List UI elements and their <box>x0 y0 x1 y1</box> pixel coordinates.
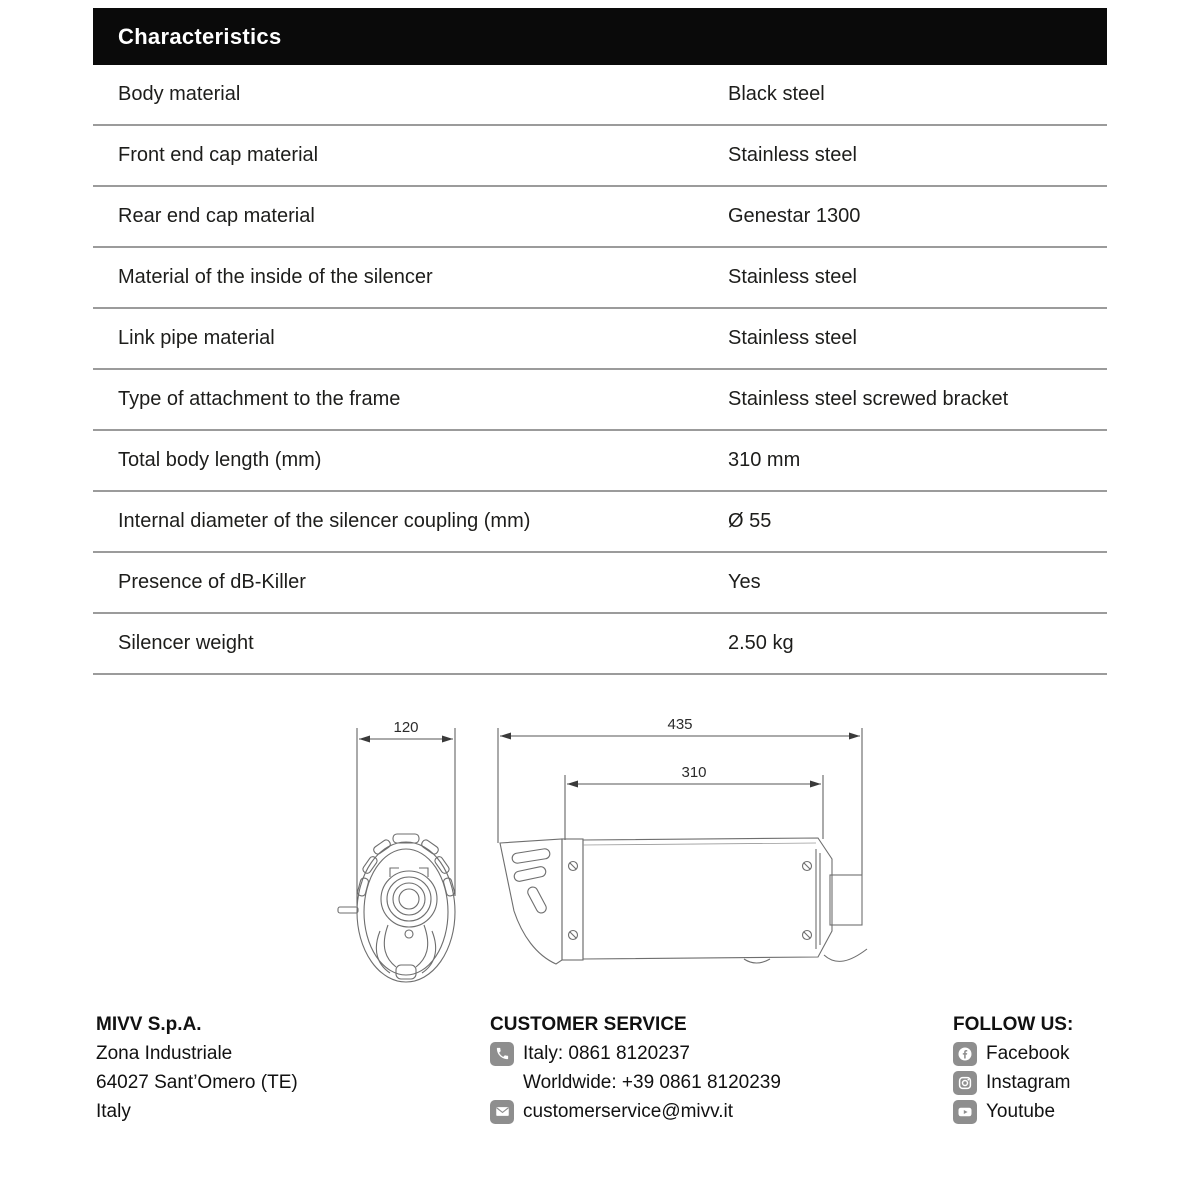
table-row <box>93 187 1107 248</box>
spec-value: Stainless steel <box>728 266 857 288</box>
company-address-line: Zona Industriale <box>96 1042 233 1064</box>
table-row <box>93 370 1107 431</box>
spec-label: Total body length (mm) <box>118 449 322 471</box>
spec-label: Body material <box>118 83 241 105</box>
company-name: MIVV S.p.A. <box>96 1013 202 1035</box>
company-address-line: Italy <box>96 1100 131 1122</box>
dimension-front-width-label: 120 <box>393 719 419 736</box>
customer-service <box>490 1010 781 1126</box>
spec-value: Black steel <box>728 83 825 105</box>
facebook-icon <box>953 1042 977 1066</box>
phone-italy-row <box>490 1039 781 1068</box>
table-row <box>93 248 1107 309</box>
table-row <box>93 553 1107 614</box>
instagram-label: Instagram <box>986 1071 1071 1093</box>
spec-value: Yes <box>728 571 761 593</box>
spec-value: 2.50 kg <box>728 632 794 654</box>
phone-worldwide: Worldwide: +39 0861 8120239 <box>523 1071 781 1093</box>
spec-sheet <box>93 8 1107 675</box>
email-icon <box>490 1100 514 1124</box>
phone-worldwide-row <box>490 1068 781 1097</box>
company-address-line: 64027 Sant’Omero (TE) <box>96 1071 298 1093</box>
spec-value: Stainless steel <box>728 327 857 349</box>
characteristics-header <box>93 8 1107 65</box>
instagram-icon <box>953 1071 977 1095</box>
technical-drawing <box>330 703 890 1003</box>
spec-value: 310 mm <box>728 449 801 471</box>
phone-icon <box>490 1042 514 1066</box>
dimension-front-width <box>357 728 455 906</box>
email-address[interactable]: customerservice@mivv.it <box>523 1100 734 1122</box>
table-row <box>93 65 1107 126</box>
characteristics-title: Characteristics <box>118 23 282 49</box>
silencer-front-view <box>338 834 455 982</box>
follow-us <box>953 1010 1073 1126</box>
spec-value: Genestar 1300 <box>728 205 861 227</box>
dimension-total-length-label: 435 <box>667 716 693 733</box>
spec-label: Rear end cap material <box>118 205 315 227</box>
table-row <box>93 614 1107 675</box>
follow-us-title: FOLLOW US: <box>953 1013 1074 1035</box>
spec-label: Presence of dB-Killer <box>118 571 306 593</box>
dimension-body-length <box>565 775 823 840</box>
youtube-icon <box>953 1100 977 1124</box>
youtube-link[interactable] <box>953 1097 1073 1126</box>
silencer-side-view <box>500 838 867 964</box>
dimension-total-length <box>498 728 862 875</box>
spec-value: Stainless steel screwed bracket <box>728 388 1009 410</box>
spec-label: Silencer weight <box>118 632 254 654</box>
spec-label: Internal diameter of the silencer coupling (mm) <box>118 510 531 532</box>
table-row <box>93 431 1107 492</box>
spec-label: Link pipe material <box>118 327 275 349</box>
spec-value: Stainless steel <box>728 144 857 166</box>
spec-label: Type of attachment to the frame <box>118 388 401 410</box>
email-row[interactable] <box>490 1097 781 1126</box>
youtube-label: Youtube <box>986 1100 1056 1122</box>
spec-label: Material of the inside of the silencer <box>118 266 433 288</box>
table-row <box>93 126 1107 187</box>
company-info <box>96 1010 298 1126</box>
facebook-link[interactable] <box>953 1039 1073 1068</box>
spec-label: Front end cap material <box>118 144 319 166</box>
spec-table <box>93 65 1107 675</box>
table-row <box>93 492 1107 553</box>
customer-service-title: CUSTOMER SERVICE <box>490 1013 687 1035</box>
facebook-label: Facebook <box>986 1042 1070 1064</box>
instagram-link[interactable] <box>953 1068 1073 1097</box>
dimension-body-length-label: 310 <box>681 764 707 781</box>
spec-value: Ø 55 <box>728 510 772 532</box>
table-row <box>93 309 1107 370</box>
phone-italy: Italy: 0861 8120237 <box>523 1042 690 1064</box>
